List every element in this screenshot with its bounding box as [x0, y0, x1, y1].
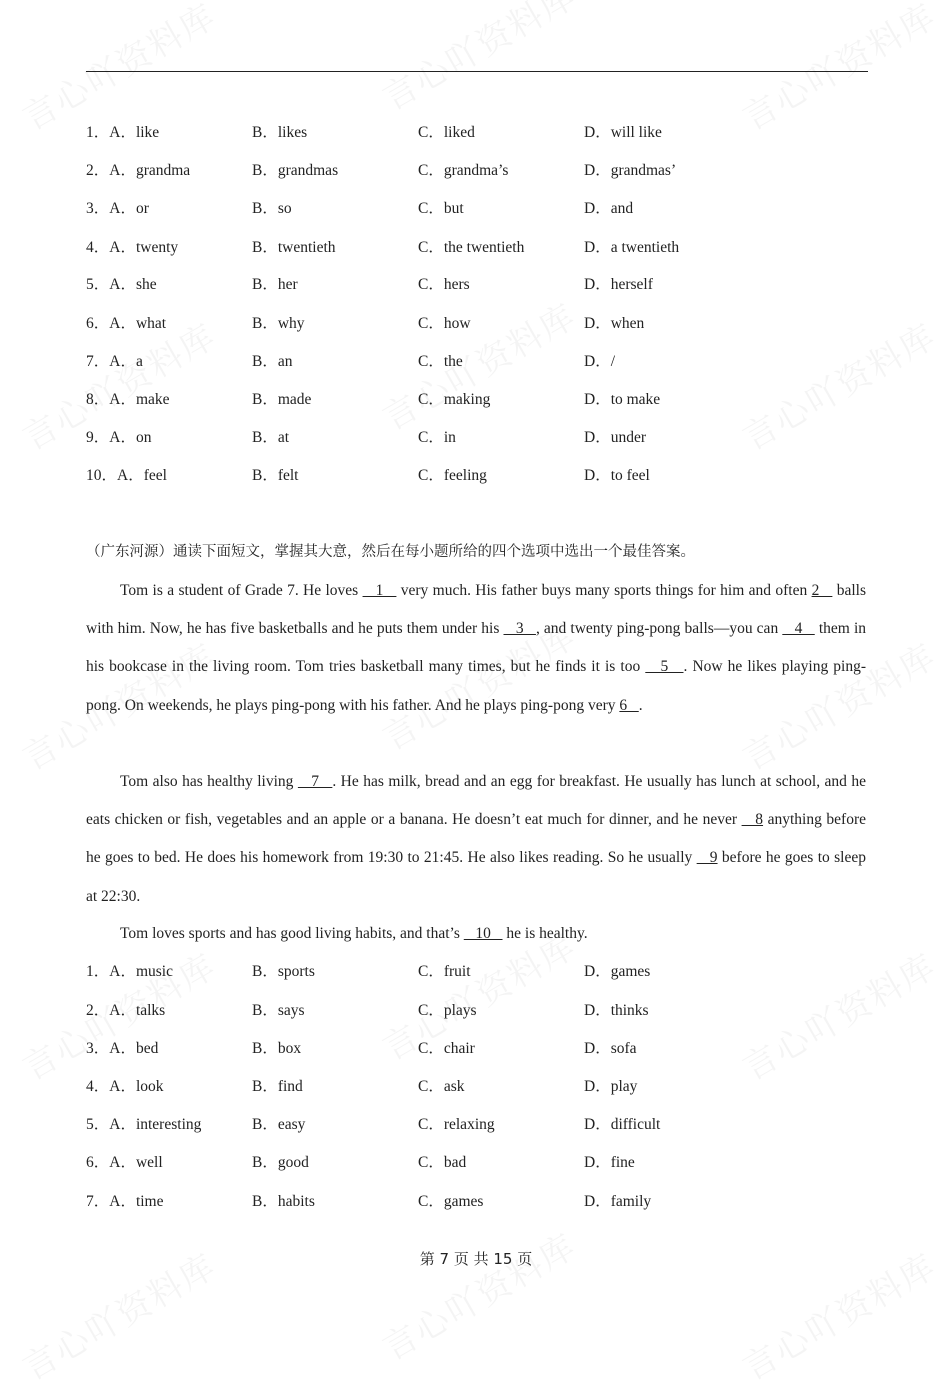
question-row	[86, 313, 886, 335]
option-b[interactable]: B．find	[252, 1078, 303, 1095]
watermark	[732, 0, 944, 140]
question-row	[86, 961, 886, 983]
option-c[interactable]: C．fruit	[418, 963, 471, 980]
blank-9[interactable]: 9	[696, 849, 718, 867]
option-b[interactable]: B．easy	[252, 1116, 306, 1133]
option-b[interactable]: B．an	[252, 353, 293, 370]
option-a[interactable]: 6．A．well	[86, 1154, 163, 1171]
option-b[interactable]: B．box	[252, 1040, 302, 1057]
option-d[interactable]: D．a twentieth	[584, 239, 680, 256]
option-a[interactable]: 9．A．on	[86, 429, 152, 446]
passage-text: .	[638, 696, 643, 714]
option-d[interactable]: D．to feel	[584, 467, 650, 484]
option-b[interactable]: B．made	[252, 391, 312, 408]
option-b[interactable]: B．her	[252, 276, 298, 293]
passage-paragraph-3	[86, 915, 866, 953]
watermark	[12, 0, 224, 140]
option-c[interactable]: C．the	[418, 353, 463, 370]
option-d[interactable]: D．fine	[584, 1154, 635, 1171]
passage-text: balls with him. Now, he has five basketballs and he puts them under his	[86, 582, 867, 638]
option-c[interactable]: C．making	[418, 391, 491, 408]
question-row	[86, 1038, 886, 1060]
passage-text: Tom loves sports and has good living habits, and that’s	[120, 925, 464, 942]
option-c[interactable]: C．chair	[418, 1040, 475, 1057]
blank-1[interactable]: 1	[362, 582, 397, 599]
option-d[interactable]: D．and	[584, 200, 634, 217]
option-c[interactable]: C．relaxing	[418, 1116, 495, 1133]
option-b[interactable]: B．grandmas	[252, 162, 339, 179]
question-row	[86, 122, 886, 144]
question-row	[86, 274, 886, 296]
option-c[interactable]: C．in	[418, 429, 456, 446]
option-d[interactable]: D．difficult	[584, 1116, 661, 1133]
option-b[interactable]: B．at	[252, 429, 290, 446]
question-row	[86, 1114, 886, 1136]
option-c[interactable]: C．liked	[418, 124, 475, 141]
header-rule	[86, 71, 868, 72]
option-a[interactable]: 5．A．interesting	[86, 1116, 202, 1133]
question-row	[86, 198, 886, 220]
option-a[interactable]: 6．A．what	[86, 315, 167, 332]
option-c[interactable]: C．ask	[418, 1078, 465, 1095]
option-b[interactable]: B．says	[252, 1002, 305, 1019]
passage-paragraph-1	[86, 572, 866, 725]
blank-6[interactable]: 6	[619, 696, 639, 714]
blank-4[interactable]: 4	[782, 620, 815, 638]
page-footer: 第 7 页 共 15 页	[419, 1250, 533, 1268]
option-c[interactable]: C．feeling	[418, 467, 487, 484]
option-c[interactable]: C．hers	[418, 276, 470, 293]
passage-paragraph-2	[86, 763, 866, 916]
passage-text: them in his bookcase in the living room. Tom tries basketball many times, but he finds it is too	[86, 620, 867, 676]
option-c[interactable]: C．games	[418, 1193, 484, 1210]
question-row	[86, 427, 886, 449]
question-row	[86, 160, 886, 182]
option-a[interactable]: 7．A．time	[86, 1193, 164, 1210]
option-d[interactable]: D．to make	[584, 391, 661, 408]
option-a[interactable]: 5．A．she	[86, 276, 157, 293]
blank-5[interactable]: 5	[645, 658, 684, 676]
blank-2[interactable]: 2	[811, 582, 833, 599]
option-b[interactable]: B．likes	[252, 124, 308, 141]
option-b[interactable]: B．twentieth	[252, 239, 336, 256]
option-a[interactable]: 1．A．like	[86, 124, 160, 141]
option-d[interactable]: D．thinks	[584, 1002, 649, 1019]
option-a[interactable]: 2．A．talks	[86, 1002, 166, 1019]
question-row	[86, 237, 886, 259]
passage-text: anything before he goes to bed. He does his homework from 19:30 to 21:45. He also likes reading. So he usually	[86, 811, 867, 867]
question-row	[86, 1000, 886, 1022]
question-row	[86, 389, 886, 411]
option-d[interactable]: D．/	[584, 353, 616, 370]
option-a[interactable]: 3．A．bed	[86, 1040, 159, 1057]
option-a[interactable]: 10．A．feel	[86, 467, 167, 484]
option-a[interactable]: 7．A．a	[86, 353, 143, 370]
question-row	[86, 1152, 886, 1174]
option-a[interactable]: 1．A．music	[86, 963, 173, 980]
option-d[interactable]: D．grandmas’	[584, 162, 677, 179]
watermark	[372, 1219, 584, 1369]
blank-8[interactable]: 8	[741, 811, 764, 829]
option-a[interactable]: 8．A．make	[86, 391, 170, 408]
blank-7[interactable]: 7	[297, 773, 333, 790]
option-a[interactable]: 4．A．look	[86, 1078, 164, 1095]
blank-3[interactable]: 3	[503, 620, 536, 638]
option-c[interactable]: C．how	[418, 315, 471, 332]
option-d[interactable]: D．play	[584, 1078, 638, 1095]
watermark	[372, 0, 584, 120]
option-b[interactable]: B．habits	[252, 1193, 315, 1210]
option-d[interactable]: D．when	[584, 315, 645, 332]
option-a[interactable]: 2．A．grandma	[86, 162, 191, 179]
option-b[interactable]: B．why	[252, 315, 305, 332]
passage-text: , and twenty ping-pong balls—you can	[535, 620, 783, 638]
option-d[interactable]: D．under	[584, 429, 646, 446]
option-a[interactable]: 3．A．or	[86, 200, 149, 217]
passage-text: he is healthy.	[502, 925, 588, 942]
section-instructions: （广东河源）通读下面短文，掌握其大意，然后在每小题所给的四个选项中选出一个最佳答案。	[86, 544, 695, 560]
option-d[interactable]: D．herself	[584, 276, 653, 293]
passage-text: very much. His father buys many sports things for him and often	[396, 582, 812, 599]
option-a[interactable]: 4．A．twenty	[86, 239, 179, 256]
option-c[interactable]: C．plays	[418, 1002, 477, 1019]
passage-text: Tom is a student of Grade 7. He loves	[120, 582, 363, 599]
passage-text: . He has milk, bread and an egg for breakfast. He usually has lunch at school, and he eats chicken or fish, vegetables and an apple or a banana. He doesn’t eat much for dinner, and he never	[86, 773, 866, 829]
question-row	[86, 1191, 886, 1213]
option-d[interactable]: D．sofa	[584, 1040, 637, 1057]
option-b[interactable]: B．sports	[252, 963, 315, 980]
question-row	[86, 465, 886, 487]
option-c[interactable]: C．grandma’s	[418, 162, 509, 179]
passage-text: Tom also has healthy living	[120, 773, 298, 790]
passage-text: before he goes to sleep at 22:30.	[86, 849, 866, 905]
option-c[interactable]: C．bad	[418, 1154, 467, 1171]
question-row	[86, 351, 886, 373]
option-d[interactable]: D．games	[584, 963, 651, 980]
blank-10[interactable]: 10	[463, 925, 503, 942]
question-row	[86, 1076, 886, 1098]
option-c[interactable]: C．the twentieth	[418, 239, 525, 256]
passage-text: . Now he likes playing ping-pong. On weekends, he plays ping-pong with his father. And he plays ping-pong very	[86, 658, 866, 714]
option-c[interactable]: C．but	[418, 200, 464, 217]
option-b[interactable]: B．so	[252, 200, 292, 217]
option-d[interactable]: D．will like	[584, 124, 662, 141]
option-d[interactable]: D．family	[584, 1193, 652, 1210]
option-b[interactable]: B．felt	[252, 467, 299, 484]
option-b[interactable]: B．good	[252, 1154, 309, 1171]
